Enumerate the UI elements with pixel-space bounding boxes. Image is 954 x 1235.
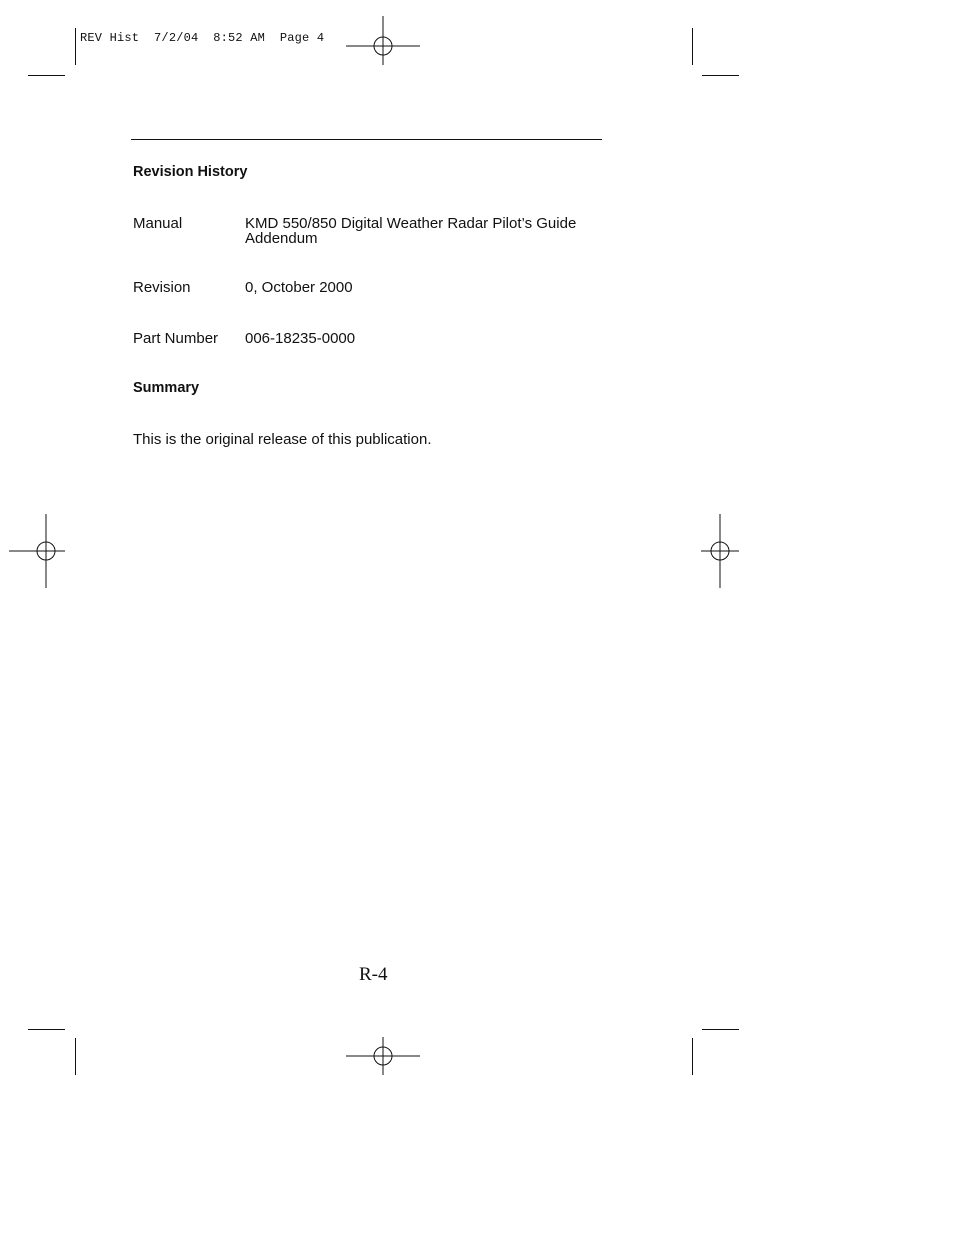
crop-mark-top-right-horizontal [702,75,739,76]
row-value-revision: 0, October 2000 [245,279,353,296]
row-label-revision: Revision [133,279,191,296]
crop-mark-bottom-right-horizontal [702,1029,739,1030]
summary-text: This is the original release of this publication. [133,431,432,448]
row-value-manual: KMD 550/850 Digital Weather Radar Pilot’s Guide Addendum [245,215,577,247]
crop-mark-top-left-vertical [75,28,76,65]
summary-heading: Summary [133,380,200,396]
registration-mark-bottom-center [346,1019,420,1093]
registration-mark-right-middle [683,514,757,588]
crop-mark-bottom-left-horizontal [28,1029,65,1030]
crop-mark-bottom-left-vertical [75,1038,76,1075]
crop-mark-bottom-right-vertical [692,1038,693,1075]
header-rule [131,139,602,140]
revision-history-heading: Revision History [133,164,248,180]
crop-mark-top-left-horizontal [28,75,65,76]
row-value-part-number: 006-18235-0000 [245,330,356,347]
row-label-part-number: Part Number [133,330,219,347]
row-label-manual: Manual [133,215,183,232]
registration-mark-left-middle [9,514,83,588]
page-number: R-4 [359,964,388,985]
registration-mark-top-center [346,8,420,82]
printer-slug: REV Hist 7/2/04 8:52 AM Page 4 [80,31,325,45]
crop-mark-top-right-vertical [692,28,693,65]
